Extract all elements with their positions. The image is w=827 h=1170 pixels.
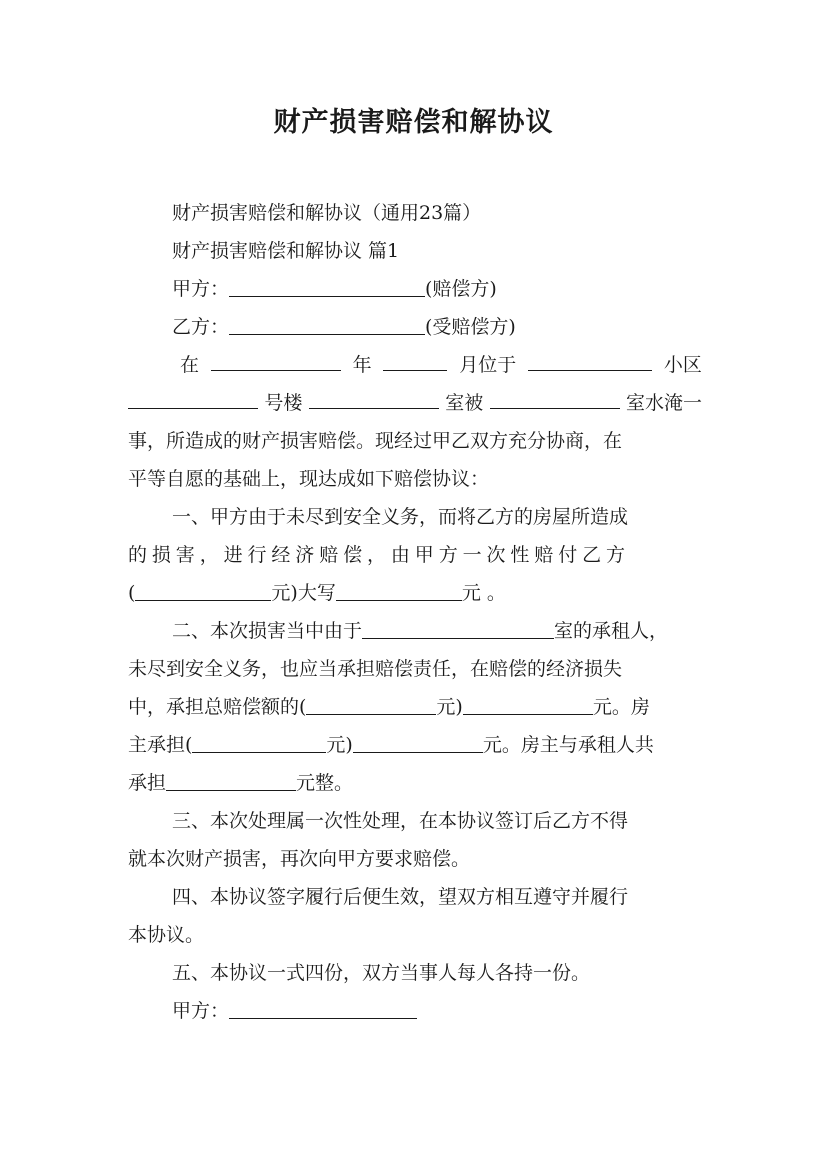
clause2-line-5 <box>128 764 702 802</box>
party-b-blank[interactable] <box>229 310 425 335</box>
section-heading: 财产损害赔偿和解协议 篇1 <box>172 240 400 262</box>
clause2-joint-label: 承担 <box>128 772 167 794</box>
clause3-line-2: 就本次财产损害，再次向甲方要求赔偿。 <box>128 848 471 870</box>
amount-words-blank[interactable] <box>336 576 462 601</box>
clause2-joint-end: 元整。 <box>296 772 354 794</box>
document-title: 财产损害赔偿和解协议 <box>273 107 554 138</box>
intro-line-1 <box>128 346 702 384</box>
clause1-open-paren: ( <box>128 582 136 604</box>
clause4-line-2: 本协议。 <box>128 924 205 946</box>
source-room-blank[interactable] <box>490 384 620 409</box>
clause2-line-1 <box>128 612 702 650</box>
clause4-line-1: 四、本协议签字履行后便生效，望双方相互遵守并履行 <box>172 886 629 908</box>
party-a-blank[interactable] <box>229 272 425 297</box>
intro-line-4: 平等自愿的基础上，现达成如下赔偿协议： <box>128 468 490 490</box>
party-b-label: 乙方： <box>172 316 230 338</box>
room-blank[interactable] <box>309 384 439 409</box>
party-a-label: 甲方： <box>172 278 230 300</box>
year-blank[interactable] <box>211 346 341 371</box>
subtitle: 财产损害赔偿和解协议（通用23篇） <box>172 202 482 224</box>
intro-word-haolou: 号楼 <box>264 392 303 414</box>
sign-a-blank[interactable] <box>229 994 417 1019</box>
joint-amount-blank[interactable] <box>166 766 296 791</box>
intro-word-nian: 年 <box>352 354 372 376</box>
owner-words-blank[interactable] <box>353 728 483 753</box>
clause2-owner-yuan: 元) <box>326 734 353 756</box>
party-b-line <box>128 308 702 346</box>
total-amount-blank[interactable] <box>306 690 436 715</box>
clause1-yuan: 元)大写 <box>271 582 336 604</box>
clause2-line-2: 未尽到安全义务，也应当承担赔偿责任，在赔偿的经济损失 <box>128 658 623 680</box>
clause2-line-4 <box>128 726 702 764</box>
intro-word-shibei: 室被 <box>445 392 484 414</box>
clause3-line-1: 三、本次处理属一次性处理，在本协议签订后乙方不得 <box>172 810 629 832</box>
clause1-line-3 <box>128 574 702 612</box>
intro-word-yue: 月位于 <box>459 354 517 376</box>
clause2-total-label: 中，承担总赔偿额的( <box>128 696 307 718</box>
community-blank[interactable] <box>528 346 652 371</box>
intro-word-shui: 室水淹一 <box>625 392 702 414</box>
clause2-line-3 <box>128 688 702 726</box>
month-blank[interactable] <box>383 346 447 371</box>
intro-line-2 <box>128 384 702 422</box>
intro-word-zai: 在 <box>180 354 200 376</box>
clause2-owner-label: 主承担( <box>128 734 193 756</box>
party-b-role: (受赔偿方) <box>425 316 516 338</box>
party-a-role: (赔偿方) <box>425 278 497 300</box>
clause1-end: 元 。 <box>461 582 506 604</box>
clause2-renter: 室的承租人， <box>554 620 669 642</box>
document-body <box>128 194 702 1030</box>
total-words-blank[interactable] <box>463 690 593 715</box>
building-blank[interactable] <box>128 384 258 409</box>
party-a-line <box>128 270 702 308</box>
clause1-line-1: 一、甲方由于未尽到安全义务，而将乙方的房屋所造成 <box>172 506 629 528</box>
clause2-total-yuan: 元) <box>436 696 463 718</box>
amount-blank[interactable] <box>135 576 271 601</box>
clause2-total-end: 元。房 <box>592 696 650 718</box>
renter-room-blank[interactable] <box>362 614 554 639</box>
intro-word-xiaoqu: 小区 <box>663 354 702 376</box>
sign-a-line <box>128 992 702 1030</box>
clause5-line-1: 五、本协议一式四份，双方当事人每人各持一份。 <box>172 962 591 984</box>
clause2-owner-end: 元。房主与承租人共 <box>482 734 654 756</box>
owner-amount-blank[interactable] <box>192 728 326 753</box>
sign-a-label: 甲方： <box>172 1000 230 1022</box>
intro-line-3: 事，所造成的财产损害赔偿。现经过甲乙双方充分协商，在 <box>128 430 623 452</box>
clause2-start: 二、本次损害当中由于 <box>172 620 363 642</box>
clause1-line-2: 的损害，进行经济赔偿，由甲方一次性赔付乙方 <box>128 544 630 566</box>
